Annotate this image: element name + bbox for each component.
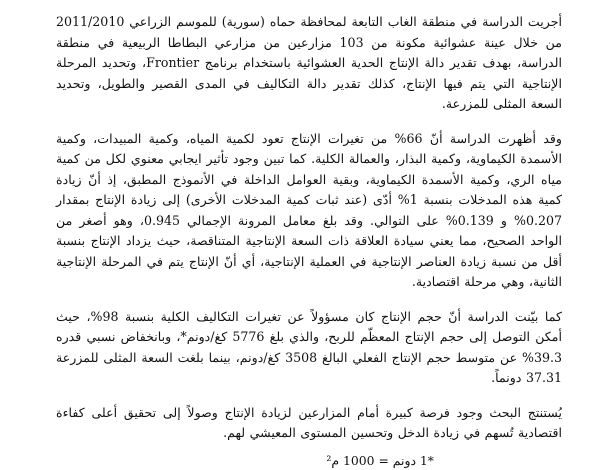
paragraph-study-scope: أجريت الدراسة في منطقة الغاب التابعة لمحافظة حماه (سورية) للموسم الزراعي 2011/2010 من خلال عينة عشوائية مكونة من 103 مزارعين من مزارعي البطاطا الربيعية في منطقة الدراسة، بهدف تقدير دالة الإنتاج الحدية العشوائية باستخدام برنامج Frontier، وتحديد المرحلة الإنتاجية التي يتم فيها الإنتاج، كذلك تقدير دالة التكاليف في المدى القصير والطويل، وتحديد السعة المثلى للمزرعة. bbox=[56, 14, 563, 111]
footnote-dunam-definition: *1 دونم = 1000 م² bbox=[326, 452, 434, 468]
paragraph-cost-function-results: كما بيّنت الدراسة أنّ حجم الإنتاج كان مسؤولاً عن تغيرات التكاليف الكلية بنسبة 98%، حيث أمكن التوصل إلى حجم الإنتاج المعظّم للربح، والذي بلغ 5776 كغ/دونم*، وبانخفاض نسبي قدره 39.3% عن متوسط حجم الإنتاج الفعلي البالغ 3508 كغ/دونم، بينما بلغت السعة المثلى للمزرعة 37.31 دونماً. bbox=[56, 308, 563, 385]
paragraph-conclusion: يُستنتج البحث وجود فرصة كبيرة أمام المزارعين لزيادة الإنتاج وصولاً إلى تحقيق أعلى كفاءة اقتصادية تُسهم في زيادة الدخل وتحسين المستوى المعيشي لهم. bbox=[56, 404, 562, 440]
paragraph-production-function-results: وقد أظهرت الدراسة أنّ 66% من تغيرات الإنتاج تعود لكمية المياه، وكمية المبيدات، وكمية الأسمدة الكيماوية، وكمية البذار، والعمالة الكلية. كما تبين وجود تأثير ايجابي معنوي لكل من كمية مياه الري، وكمية الأسمدة الكيماوية، وبقية العوامل الداخلة في الأنموذج المطبق، إذ أنّ زيادة كمية هذه المدخلات بنسبة 1% أدّى (عند ثبات كمية المدخلات الأخرى) إلى زيادة الإنتاج بمقدار 0.207% و 0.139% على التوالي. وقد بلغ معامل المرونة الإجمالي 0.945، وهو أصغر من الواحد الصحيح، مما يعني سيادة العلاقة ذات السعة الإنتاجية المتناقصة، حيث يزداد الإنتاج بنسبة أقل من نسبة زيادة العناصر الإنتاجية في العملية الإنتاجية، أي أنّ الإنتاج يتم في المرحلة الإنتاجية الثانية، وهي مرحلة اقتصادية. bbox=[56, 130, 563, 289]
